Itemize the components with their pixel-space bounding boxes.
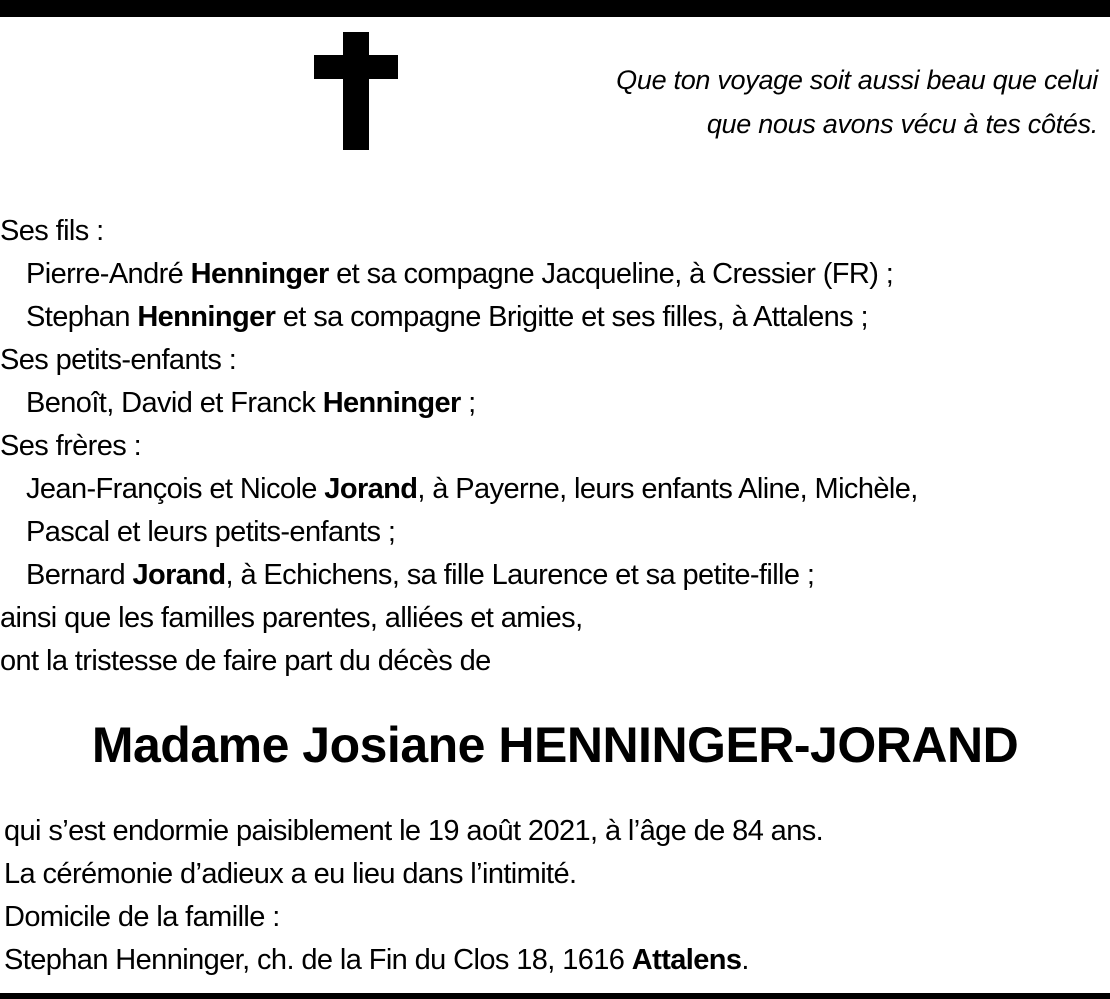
surname: Jorand	[132, 559, 226, 591]
surname: Jorand	[324, 473, 418, 505]
deceased-name: Madame Josiane HENNINGER-JORAND	[91, 717, 1019, 773]
other-families-line: ainsi que les familles parentes, alliées et amies,	[0, 602, 583, 634]
brother-1-line: Jean-François et Nicole Jorand, à Payerne, leurs enfants Aline, Michèle,	[26, 473, 918, 505]
epitaph-quote	[458, 58, 1098, 146]
closing-text	[4, 810, 1104, 982]
family-address: Stephan Henninger, ch. de la Fin du Clos 18, 1616 Attalens.	[4, 944, 749, 976]
quote-line-1: Que ton voyage soit aussi beau que celui	[616, 65, 1098, 95]
ceremony-note: La cérémonie d’adieux a eu lieu dans l’intimité.	[4, 858, 577, 890]
top-border-rule	[0, 0, 1110, 17]
surname: Henninger	[190, 258, 329, 290]
town: Attalens	[631, 944, 742, 976]
grandchildren-heading: Ses petits-enfants :	[0, 344, 237, 376]
quote-line-2: que nous avons vécu à tes côtés.	[706, 109, 1098, 139]
announcement-line: ont la tristesse de faire part du décès de	[0, 645, 491, 677]
brother-2-line: Bernard Jorand, à Echichens, sa fille Laurence et sa petite-fille ;	[26, 559, 815, 591]
surname: Henninger	[322, 387, 461, 419]
cross-icon	[314, 32, 398, 150]
family-list	[0, 210, 1100, 683]
grandchildren-line: Benoît, David et Franck Henninger ;	[26, 387, 476, 419]
family-home-heading: Domicile de la famille :	[4, 901, 280, 933]
bottom-border-rule	[0, 993, 1110, 999]
son-1-line: Pierre-André Henninger et sa compagne Jacqueline, à Cressier (FR) ;	[26, 258, 894, 290]
brothers-heading: Ses frères :	[0, 430, 142, 462]
surname: Henninger	[137, 301, 276, 333]
sons-heading: Ses fils :	[0, 215, 104, 247]
brother-1-continuation: Pascal et leurs petits-enfants ;	[26, 516, 396, 548]
son-2-line: Stephan Henninger et sa compagne Brigitte et ses filles, à Attalens ;	[26, 301, 868, 333]
passing-details: qui s’est endormie paisiblement le 19 août 2021, à l’âge de 84 ans.	[4, 815, 824, 847]
